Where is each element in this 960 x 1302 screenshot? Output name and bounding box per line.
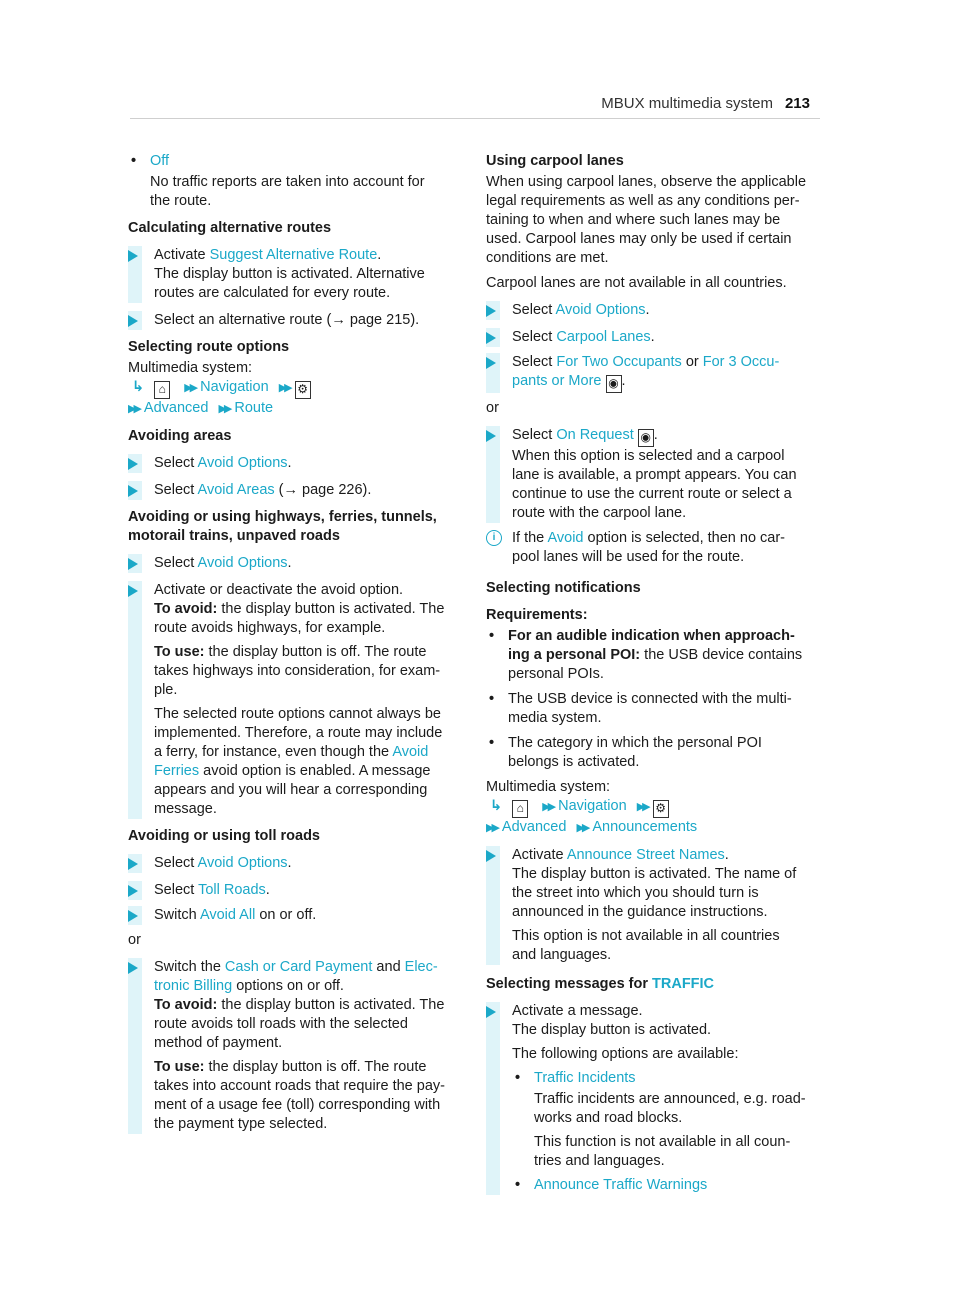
page-header bbox=[601, 94, 810, 113]
step: Select On Request ◉ . When this option is selected and a carpool lane is available, a prompt appears. You can continue to use the current route or select a route with the carpool lane. bbox=[486, 426, 816, 523]
step: Select Avoid Options. bbox=[128, 554, 458, 573]
step-arrow-icon bbox=[128, 885, 138, 897]
option-link[interactable]: Toll Roads bbox=[198, 882, 266, 898]
list-item bbox=[512, 1069, 816, 1088]
step-arrow-icon bbox=[486, 357, 496, 369]
step-arrow-icon bbox=[486, 305, 496, 317]
step-arrow-icon bbox=[128, 858, 138, 870]
step-arrow-icon bbox=[486, 850, 496, 862]
home-icon[interactable]: ⌂ bbox=[154, 381, 170, 399]
section-heading: Using carpool lanes bbox=[486, 153, 624, 169]
info-icon: i bbox=[486, 530, 502, 546]
menu-advanced[interactable]: Advanced bbox=[143, 400, 209, 416]
header-title: MBUX multimedia system bbox=[601, 95, 773, 112]
option-link[interactable]: Suggest Alternative Route bbox=[209, 247, 378, 263]
step: Select Avoid Areas (→ page 226). bbox=[128, 481, 458, 500]
step-arrow-icon bbox=[486, 1006, 496, 1018]
step-arrow-icon bbox=[128, 315, 138, 327]
option-link[interactable]: Announce Street Names bbox=[566, 847, 725, 863]
option-link[interactable]: tronic Billing bbox=[154, 978, 233, 994]
step-arrow-icon bbox=[128, 962, 138, 974]
step: Activate Suggest Alternative Route. The display button is activated. Alternative routes are calculated for every route. bbox=[128, 246, 458, 303]
page-number: 213 bbox=[784, 95, 810, 112]
step-arrow-icon bbox=[486, 332, 496, 344]
section-heading: Selecting notifications bbox=[486, 580, 641, 596]
step: Select Avoid Options. bbox=[128, 854, 458, 873]
step: Activate Announce Street Names. The display button is activated. The name of the street into which you should turn is announced in the guidance instructions. This option is not available in all countries and languages. bbox=[486, 846, 816, 965]
option-link[interactable]: Avoid All bbox=[199, 907, 256, 923]
menu-navigation[interactable]: Navigation bbox=[558, 798, 627, 814]
step: Switch the Cash or Card Payment and Elec- tronic Billing options on or off. To avoid: the display button is activated. The route avoids toll roads with the selected method of payment. To use: the display button is off. The route takes into account roads that require the pay- ment of a usage fee (toll) corresponding with the payment type selected. bbox=[128, 958, 458, 1134]
section-heading: Selecting messages for TRAFFIC bbox=[486, 976, 715, 992]
step-arrow-icon bbox=[486, 430, 496, 442]
option-link[interactable]: Ferries bbox=[154, 763, 200, 779]
step-arrow-icon bbox=[128, 458, 138, 470]
menu-label: Multimedia system: bbox=[486, 779, 611, 795]
list-item: • Off bbox=[128, 152, 458, 171]
step-arrow-icon bbox=[128, 250, 138, 262]
menu-route[interactable]: Route bbox=[234, 400, 274, 416]
left-column bbox=[128, 152, 458, 1140]
step: Select Avoid Options. bbox=[128, 454, 458, 473]
menu-announcements[interactable]: Announcements bbox=[592, 819, 698, 835]
list-item: • The category in which the personal POI belongs is activated. bbox=[486, 734, 816, 772]
section-heading: Avoiding or using highways, ferries, tunnels, motorail trains, unpaved roads bbox=[128, 509, 437, 544]
option-link[interactable]: On Request bbox=[556, 427, 634, 443]
list-item: • The USB device is connected with the multi- media system. bbox=[486, 690, 816, 728]
radio-selected-icon[interactable]: ◉ bbox=[606, 375, 622, 393]
settings-gear-icon[interactable]: ⚙ bbox=[653, 800, 669, 818]
step: Activate a message. The display button is activated. The following options are available: • Traffic Incidents Traffic incidents are announced, e.g. road- works and road blocks. This function is not available in all coun- tries and languages. • Announce Traffic Warnings bbox=[486, 1002, 816, 1195]
step: Select Avoid Options. bbox=[486, 301, 816, 320]
option-link[interactable]: Avoid Options bbox=[197, 455, 288, 471]
or-text: or bbox=[486, 400, 499, 416]
menu-label: Multimedia system: bbox=[128, 360, 253, 376]
step-arrow-icon bbox=[128, 558, 138, 570]
step-arrow-icon bbox=[128, 585, 138, 597]
menu-advanced[interactable]: Advanced bbox=[501, 819, 567, 835]
step-arrow-icon bbox=[128, 485, 138, 497]
step: Select For Two Occupants or For 3 Occu- pants or More ◉ . bbox=[486, 353, 816, 393]
step: Activate or deactivate the avoid option. To avoid: the display button is activated. The route avoids highways, for example. To use: the display button is off. The route takes highways into consideration, for exam- ple. The selected route options cannot always be implemented. Therefore, a route may include a ferry, for instance, even though the Avoid Ferries avoid option is enabled. A message appears and you will hear a corresponding message. bbox=[128, 581, 458, 819]
return-arrow-icon: ↳ bbox=[490, 798, 503, 814]
section-heading: Avoiding or using toll roads bbox=[128, 828, 320, 844]
return-arrow-icon: ↳ bbox=[132, 379, 145, 395]
paragraph: Carpool lanes are not available in all countries. bbox=[486, 275, 787, 291]
option-link[interactable]: Avoid bbox=[392, 744, 429, 760]
option-link[interactable]: Cash or Card Payment bbox=[224, 959, 373, 975]
right-column bbox=[486, 152, 816, 1201]
settings-gear-icon[interactable]: ⚙ bbox=[295, 381, 311, 399]
section-heading: Calculating alternative routes bbox=[128, 220, 332, 236]
info-note: i If the Avoid option is selected, then no car- pool lanes will be used for the route. bbox=[486, 529, 816, 567]
option-link[interactable]: pants or More bbox=[512, 373, 602, 389]
step-arrow-icon bbox=[128, 910, 138, 922]
option-link[interactable]: Avoid Options bbox=[197, 555, 288, 571]
option-link[interactable]: Avoid Options bbox=[197, 855, 288, 871]
section-heading: Selecting route options bbox=[128, 339, 290, 355]
menu-path: ↳ ⌂ ▶▶ Navigation ▶▶ ⚙ ▶▶ Advanced ▶▶ Route bbox=[128, 378, 458, 419]
step: Select an alternative route (→ page 215). bbox=[128, 311, 458, 330]
paragraph: No traffic reports are taken into account for the route. bbox=[150, 174, 425, 209]
header-rule bbox=[130, 118, 820, 119]
step: Select Toll Roads. bbox=[128, 881, 458, 900]
option-link[interactable]: For Two Occupants bbox=[556, 354, 682, 370]
option-link[interactable]: For 3 Occu- bbox=[702, 354, 780, 370]
option-link[interactable]: Avoid Options bbox=[555, 302, 646, 318]
option-link[interactable]: Traffic Incidents bbox=[534, 1070, 636, 1086]
option-link[interactable]: Elec- bbox=[404, 959, 438, 975]
step: Select Carpool Lanes. bbox=[486, 328, 816, 347]
list-item bbox=[512, 1176, 816, 1195]
option-link[interactable]: Avoid bbox=[547, 530, 584, 546]
or-text: or bbox=[128, 932, 141, 948]
list-item: • For an audible indication when approach- ing a personal POI: the USB device contains personal POIs. bbox=[486, 627, 816, 684]
home-icon[interactable]: ⌂ bbox=[512, 800, 528, 818]
requirements-heading: Requirements: bbox=[486, 607, 588, 623]
menu-path: ↳ ⌂ ▶▶ Navigation ▶▶ ⚙ ▶▶ Advanced ▶▶ Announcements bbox=[486, 798, 698, 835]
radio-selected-icon[interactable]: ◉ bbox=[638, 429, 654, 447]
option-link[interactable]: Avoid Areas bbox=[197, 482, 275, 498]
step: Switch Avoid All on or off. bbox=[128, 906, 458, 925]
section-heading: Avoiding areas bbox=[128, 428, 232, 444]
paragraph: When using carpool lanes, observe the applicable legal requirements as well as any conditions per- taining to when and where such lanes may be used. Carpool lanes may only be used if certain conditions are met. bbox=[486, 174, 807, 266]
option-link[interactable]: Announce Traffic Warnings bbox=[534, 1177, 708, 1193]
menu-navigation[interactable]: Navigation bbox=[200, 379, 269, 395]
option-link[interactable]: Carpool Lanes bbox=[556, 329, 651, 345]
